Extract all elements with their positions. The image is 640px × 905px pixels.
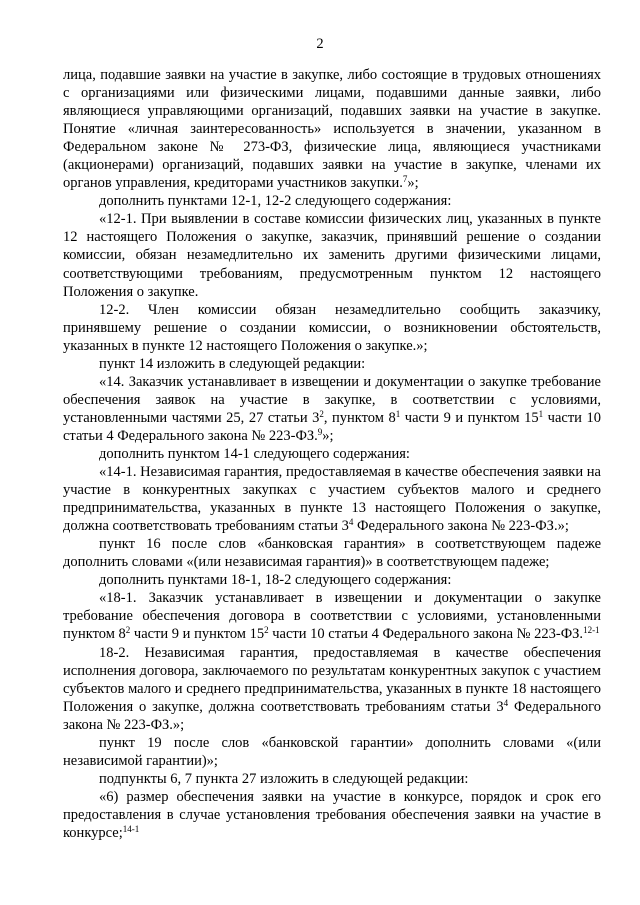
text-segment: части 10 статьи 4 Федерального закона № 223-ФЗ.: [268, 626, 584, 643]
text-segment: Федерального закона № 223-ФЗ.»;: [353, 518, 569, 535]
text-segment: 18-2. Независимая гарантия, предоставляемая в качестве обеспечения исполнения договора, заключаемого по результатам конкурентных закупок с участием субъектов малого и среднего предпринимательства, указанных в пункте 18 настоящего Положения о закупке, должна соответствовать требованиям статьи 3: [63, 644, 605, 715]
footnote-reference: 12-1: [583, 625, 600, 636]
text-segment: части 9 и пунктом 15: [400, 409, 539, 426]
paragraph: [63, 210, 605, 300]
text-segment: Федерального закона № 223-ФЗ.»;: [63, 698, 605, 733]
text-segment: 12-2. Член комиссии обязан незамедлительно сообщить заказчику, принявшему решение о создании комиссии, о возникновении обстоятельств, указанных в пункте 12 настоящего Положения о закупке.»;: [63, 301, 605, 354]
text-segment: пункт 16 после слов «банковская гарантия» в соответствующем падеже дополнить словами «(или независимая гарантия)» в соответствующем падеже;: [63, 536, 605, 571]
text-segment: »;: [322, 427, 334, 444]
text-segment: части 10 статьи 4 Федерального закона № 223-ФЗ.: [63, 409, 605, 444]
footnote-reference: 2: [264, 625, 269, 636]
paragraph: [63, 192, 601, 210]
paragraph: [63, 301, 605, 355]
paragraph: [63, 355, 601, 373]
footnote-reference: 9: [317, 426, 323, 437]
text-segment: «14-1. Независимая гарантия, предоставляемая в качестве обеспечения заявки на участие в конкурентных закупках с участием субъектов малого и среднего предпринимательства, указанных в пункте 13 настоящего Положения о закупке, должна соответствовать требованиям статьи 3: [63, 464, 605, 535]
document-body: [63, 66, 605, 842]
paragraph: [63, 770, 601, 788]
text-segment: «14. Заказчик устанавливает в извещении и документации о закупке требование обеспечения заявок на участие в закупке, в соответствии с условиями, установленными частями 25, 27 статьи 3: [63, 373, 605, 426]
text-segment: , пунктом 8: [323, 409, 396, 426]
text-segment: «18-1. Заказчик устанавливает в извещении и документации о закупке требование обеспечения договора в соответствии с условиями, установленными пунктом 8: [63, 590, 605, 643]
text-segment: пункт 14 изложить в следующей редакции:: [99, 355, 366, 372]
footnote-reference: 7: [402, 174, 408, 185]
text-segment: дополнить пунктом 14-1 следующего содержания:: [99, 445, 410, 462]
footnote-reference: 4: [348, 517, 354, 528]
paragraph: [63, 373, 605, 445]
footnote-reference: 4: [503, 697, 509, 708]
paragraph: [63, 644, 605, 734]
paragraph: [63, 445, 601, 463]
footnote-reference: 2: [319, 408, 324, 419]
text-segment: «6) размер обеспечения заявки на участие в конкурсе, порядок и срок его предоставления в случае установления требования обеспечения заявки на участие в конкурсе;: [63, 788, 605, 841]
paragraph: [63, 535, 605, 571]
footnote-reference: 1: [395, 408, 401, 419]
paragraph: [63, 463, 605, 535]
text-segment: »;: [407, 175, 419, 192]
text-segment: дополнить пунктами 18-1, 18-2 следующего содержания:: [99, 572, 452, 589]
paragraph: [63, 734, 605, 770]
footnote-reference: 1: [538, 408, 544, 419]
text-segment: «12-1. При выявлении в составе комиссии физических лиц, указанных в пункте 12 настоящего Положения о закупке, заказчик, принявший решение о создании комиссии, обязан незамедлительно их заменить другими физическими лицами, соответствующими требованиям, предусмотренным пунктом 12 настоящего Положения о закупке.: [63, 211, 605, 300]
text-segment: части 9 и пунктом 15: [130, 626, 265, 643]
footnote-reference: 2: [125, 625, 131, 636]
paragraph: [63, 589, 605, 643]
text-segment: лица, подавшие заявки на участие в закупке, либо состоящие в трудовых отношениях с организациями или физическими лицами, подавшими данные заявки, либо являющиеся управляющими организаций, подавших заявки на участие в закупке. Понятие «личная заинтересованность» используется в значении, указанном в Федеральном законе № 273-ФЗ, физические лица, являющиеся участниками (акционерами) организаций, подавших заявки на участие в закупке, членами их органов управления, кредиторами участников закупки.: [63, 67, 605, 192]
paragraph: [63, 66, 605, 192]
paragraph: [63, 788, 605, 842]
footnote-reference: 14-1: [122, 823, 140, 834]
text-segment: подпункты 6, 7 пункта 27 изложить в следующей редакции:: [99, 770, 469, 787]
text-segment: пункт 19 после слов «банковской гарантии» дополнить словами «(или независимой гарантии)»;: [63, 734, 605, 769]
text-segment: дополнить пунктами 12-1, 12-2 следующего содержания:: [99, 193, 452, 210]
paragraph: [63, 571, 601, 589]
page-number: 2: [316, 36, 324, 52]
